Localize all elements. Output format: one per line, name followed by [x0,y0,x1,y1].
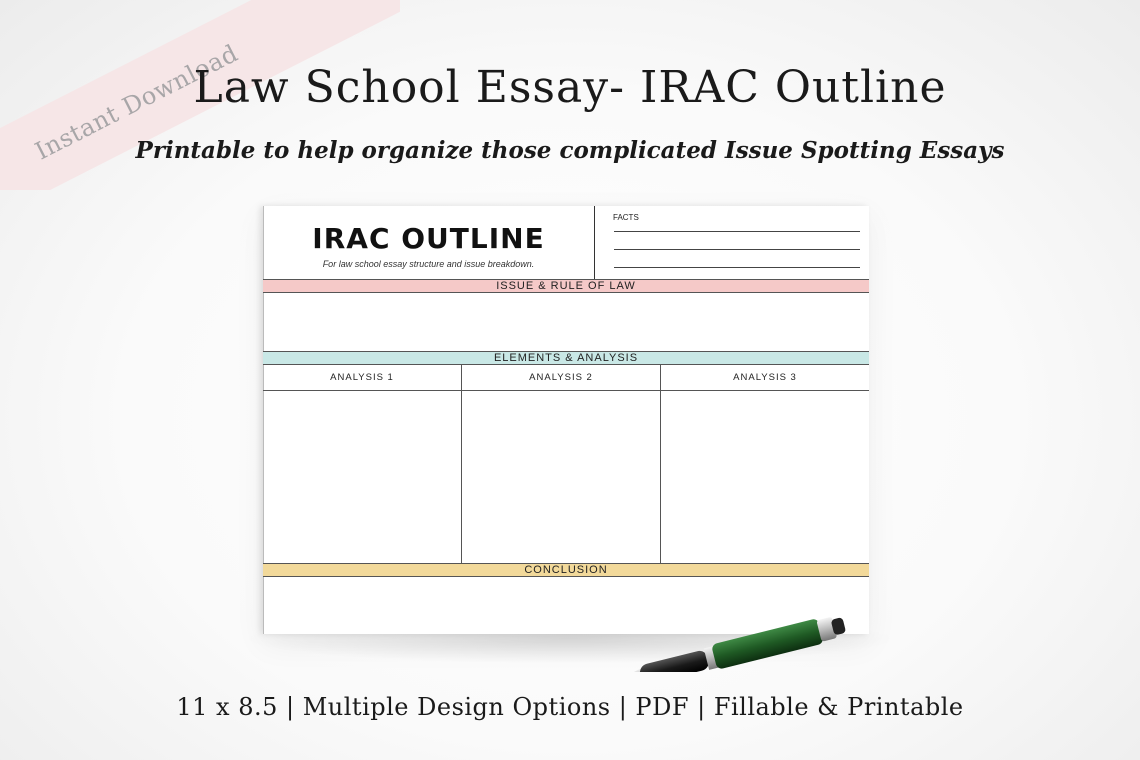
page-subtitle: Printable to help organize those complicated Issue Spotting Essays [135,137,1005,164]
sheet-header [263,206,595,280]
facts-line[interactable] [614,231,860,232]
conclusion-header: CONCLUSION [263,563,869,577]
analysis-3-header: ANALYSIS 3 [733,372,797,383]
issue-rule-field[interactable] [263,293,869,350]
product-details: 11 x 8.5 | Multiple Design Options | PDF | Fillable & Printable [176,693,964,721]
facts-line[interactable] [614,249,860,250]
page-title: Law School Essay- IRAC Outline [193,62,947,113]
elements-analysis-header: ELEMENTS & ANALYSIS [263,351,869,365]
irac-outline-sheet [263,206,869,634]
analysis-2-header: ANALYSIS 2 [529,372,593,383]
banner-text: Instant Download [30,39,243,166]
facts-label: FACTS [613,213,639,222]
pen-icon [605,612,855,672]
analysis-3-field[interactable] [661,391,869,562]
analysis-1-field[interactable] [263,391,461,562]
issue-rule-header: ISSUE & RULE OF LAW [263,279,869,293]
analysis-1-header: ANALYSIS 1 [330,372,394,383]
sheet-title: IRAC OUTLINE [312,222,545,255]
sheet-subtitle: For law school essay structure and issue breakdown. [322,259,535,269]
analysis-2-field[interactable] [462,391,660,562]
facts-line[interactable] [614,267,860,268]
